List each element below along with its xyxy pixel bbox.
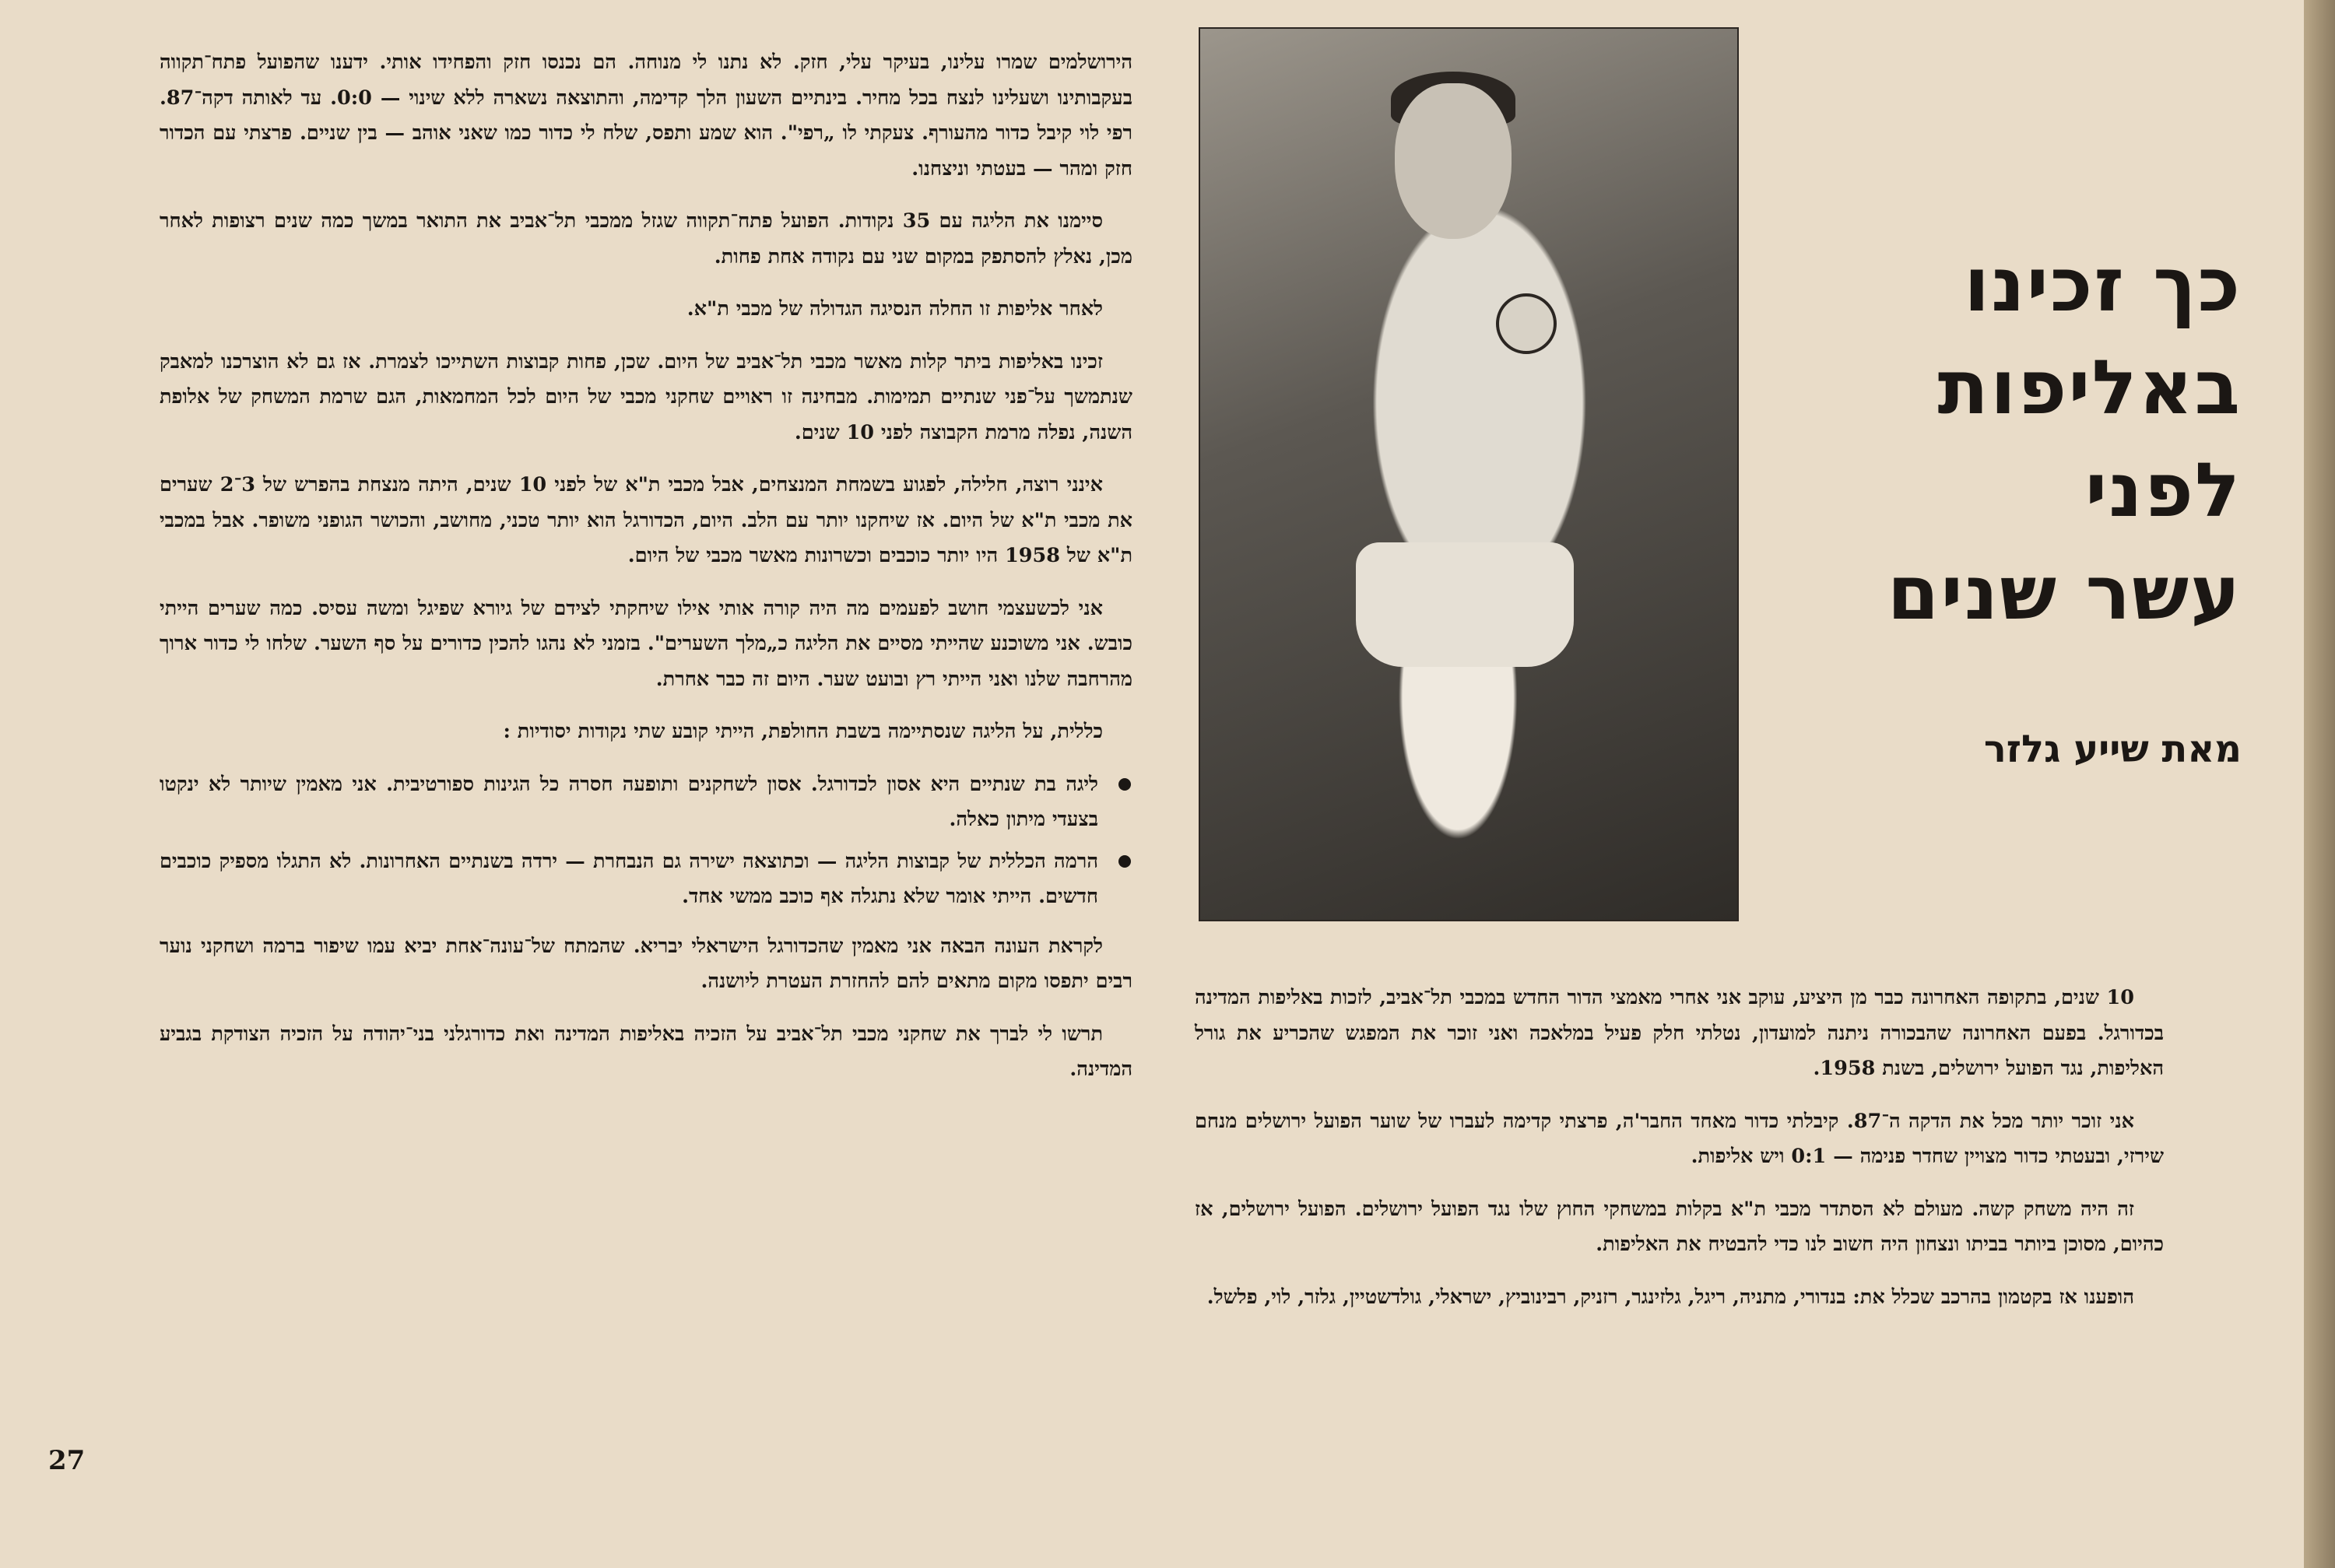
headline-line: באליפות xyxy=(1937,344,2242,431)
bullet-icon xyxy=(1118,778,1131,791)
paragraph: אני לכשעצמי חושב לפעמים מה היה קורה אותי אילו שיחקתי לצידם של גיורא שפיגל ומשה עסיס. כמה שערים הייתי כובש. אני משוכנע שהייתי מסיים את הליגה כ„מלך השערים". בזמני לא נהגו להכין כדורים על סף השער. שלחו לי כדור ארוך מהרחבה שלנו ואני הייתי רץ ובועט שער. היום זה כבר אחרת. xyxy=(160,596,1132,691)
headline-line: כך זכינו xyxy=(1964,241,2242,328)
page-binding-edge xyxy=(2304,0,2335,1568)
paragraph: הירושלמים שמרו עלינו, בעיקר עלי, חזק. לא נתנו לי מנוחה. הם נכנסו חזק והפחידו אותי. ידענו שהפועל פתח־תקווה בעקבותינו ושעלינו לנצח בכל מחיר. בינתיים השעון הלך קדימה, והתוצאה נשארה ללא שינוי — 0:0. עד לאותה דקה־87. רפי לוי קיבל כדור מהעורף. צעקתי לו „רפי". הוא שמע ותפס, שלח לי כדור כמו שאני אוהב — בין שניים. פרצתי עם הכדור חזק ומהר — בעטתי וניצחנו. xyxy=(160,51,1132,181)
bullet-list xyxy=(160,767,1132,915)
paragraph: זכינו באליפות ביתר קלות מאשר מכבי תל־אביב של היום. שכן, פחות קבוצות השתייכו לצמרת. אז גם לא הוצרכנו למאבק שנתמשך על־פני שנתיים תמימות. מבחינה זו ראויים שחקני מכבי של היום לכל המחמאות, הגם שרמת המשחק של אלופת השנה, נפלה מרמת הקבוצה לפני 10 שנים. xyxy=(160,349,1132,444)
football-player-photo xyxy=(1199,27,1739,921)
bullet-icon xyxy=(1118,855,1131,868)
paragraph: לקראת העונה הבאה אני מאמין שהכדורגל הישראלי יבריא. שהמתח של־עונה־אחת יביא עמו שיפור ברמה ושחקני נוער רבים יתפסו מקום מתאים להם להחזרת העטרת ליושנה. xyxy=(160,934,1132,993)
headline-line: לפני xyxy=(2085,447,2242,534)
paragraph: אני זוכר יותר מכל את הדקה ה־87. קיבלתי כדור מאחד החבר'ה, פרצתי קדימה לעברו של שוער הפועל ירושלים מנחם שירזי, ובעטתי כדור מצויין שחדר פנימה — 0:1 ויש אליפות. xyxy=(1195,1109,2164,1168)
paragraph: תרשו לי לברך את שחקני מכבי תל־אביב על הזכיה באליפות המדינה ואת כדורגלני בני־יהודה על הזכיה הצודקת בגביע המדינה. xyxy=(160,1022,1132,1081)
paragraph: הופענו אז בקטמון בהרכב שכלל את: בנדורי, מתניה, ריגל, גלזינגר, רזניק, רבינוביץ, ישראלי, גולדשטיין, גלזר, לוי, פלשל. xyxy=(1206,1285,2134,1309)
paragraph: 10 שנים, בתקופה האחרונה כבר מן היציע, עוקב אני אחרי מאמצי הדור החדש במכבי תל־אביב, לזכות באליפות המדינה בכדורגל. בפעם האחרונה שהבכורה ניתנה למועדון, נטלתי חלק פעיל במלאכה ואני זוכר את המפגש שהכריע את גורל האליפות, נגד הפועל ירושלים, בשנת 1958. xyxy=(1195,986,2164,1080)
club-emblem-icon xyxy=(1496,293,1557,354)
list-item-text: הרמה הכללית של קבוצות הליגה — וכתוצאה ישירה גם הנבחרת — ירדה בשנתיים האחרונות. לא התגלו מספיק כוכבים חדשים. הייתי אומר שלא נתגלה אף כוכב ממשי אחד. xyxy=(160,849,1098,908)
paragraph: אינני רוצה, חלילה, לפגוע בשמחת המנצחים, אבל מכבי ת"א של לפני 10 שנים, היתה מנצחת בהפרש של 3־2 שערים את מכבי ת"א של היום. אז שיחקנו יותר עם הלב. היום, הכדורגל הוא יותר טכני, מחושב, והכושר הגופני משופר. אבל במכבי ת"א של 1958 היו יותר כוכבים וכשרונות מאשר מכבי של היום. xyxy=(160,473,1132,567)
article-byline: מאת שייע גלזר xyxy=(1983,728,2242,771)
page-number: 27 xyxy=(48,1445,86,1476)
trophy-icon xyxy=(1356,542,1574,667)
paragraph: לאחר אליפות זו החלה הנסיגה הגדולה של מכבי ת"א. xyxy=(686,297,1103,321)
show-through-left xyxy=(1144,31,1191,1432)
paragraph: כללית, על הליגה שנסתיימה בשבת החולפת, הייתי קובע שתי נקודות יסודיות : xyxy=(503,720,1103,743)
list-item-text: ליגה בת שנתיים היא אסון לכדורגל. אסון לשחקנים ותופעה חסרה כל הגינות ספורטיבית. אני מאמין שיותר לא ינקטו בצעדי מיתון כאלה. xyxy=(160,772,1098,831)
paragraph: זה היה משחק קשה. מעולם לא הסתדר מכבי ת"א בקלות במשחקי החוץ שלו נגד הפועל ירושלים. הפועל ירושלים, אז כהיום, מסוכן ביותר בביתו ונצחון היה חשוב לנו כדי להבטיח את האליפות. xyxy=(1195,1197,2164,1256)
list-item xyxy=(160,844,1098,915)
headline-line: עשר שנים xyxy=(1887,549,2242,637)
article-column-right xyxy=(1195,980,2164,1332)
article-column-left xyxy=(160,45,1132,1105)
show-through-right xyxy=(1743,23,2249,179)
list-item xyxy=(160,767,1098,838)
player-face xyxy=(1395,83,1512,239)
article-headline xyxy=(1806,233,2242,644)
paragraph: סיימנו את הליגה עם 35 נקודות. הפועל פתח־תקווה שגזל ממכבי תל־אביב את התואר במשך כמה שנים רצופות לאחר מכן, נאלץ להסתפק במקום שני עם נקודה אחת פחות. xyxy=(160,209,1132,268)
